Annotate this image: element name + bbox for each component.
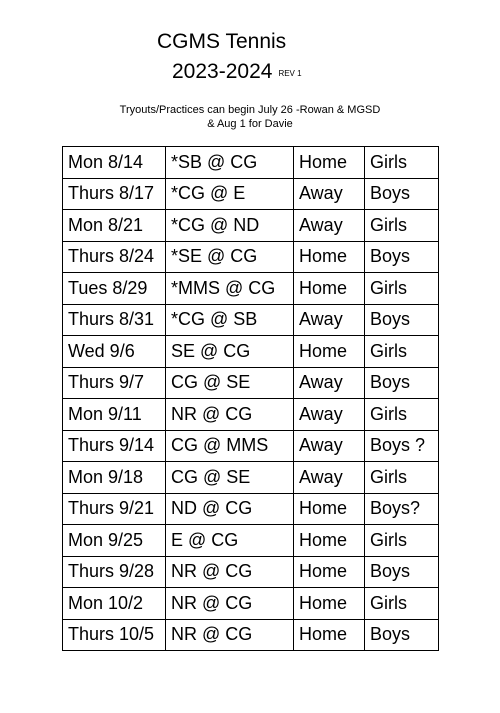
match-teams-cell: ND @ CG <box>166 493 294 525</box>
table-row <box>63 304 439 336</box>
match-teams-cell: CG @ SE <box>166 367 294 399</box>
tryouts-note-line-1: Tryouts/Practices can begin July 26 -Rowan & MGSD <box>119 104 381 116</box>
match-team-cell: Boys <box>365 619 439 651</box>
table-row <box>63 273 439 305</box>
match-location-cell: Away <box>294 399 365 431</box>
match-date-cell: Thurs 9/28 <box>63 556 166 588</box>
match-teams-cell: CG @ MMS <box>166 430 294 462</box>
season-label: 2023-2024 <box>172 60 273 83</box>
match-teams-cell: E @ CG <box>166 525 294 557</box>
table-row <box>63 367 439 399</box>
match-team-cell: Boys <box>365 304 439 336</box>
match-team-cell: Girls <box>365 147 439 179</box>
revision-label: REV 1 <box>278 69 302 78</box>
match-team-cell: Boys <box>365 241 439 273</box>
table-row <box>63 147 439 179</box>
match-teams-cell: NR @ CG <box>166 556 294 588</box>
match-date-cell: Wed 9/6 <box>63 336 166 368</box>
match-date-cell: Thurs 8/24 <box>63 241 166 273</box>
match-location-cell: Away <box>294 462 365 494</box>
match-date-cell: Mon 9/11 <box>63 399 166 431</box>
match-teams-cell: CG @ SE <box>166 462 294 494</box>
match-teams-cell: NR @ CG <box>166 399 294 431</box>
table-row <box>63 336 439 368</box>
match-team-cell: Girls <box>365 336 439 368</box>
match-team-cell: Girls <box>365 273 439 305</box>
match-date-cell: Mon 9/25 <box>63 525 166 557</box>
match-teams-cell: NR @ CG <box>166 588 294 620</box>
match-date-cell: Thurs 9/7 <box>63 367 166 399</box>
match-date-cell: Thurs 9/14 <box>63 430 166 462</box>
match-date-cell: Thurs 8/17 <box>63 178 166 210</box>
match-location-cell: Home <box>294 147 365 179</box>
schedule-table-body <box>63 147 439 651</box>
page-title: CGMS Tennis <box>157 30 287 53</box>
match-location-cell: Home <box>294 493 365 525</box>
match-team-cell: Boys <box>365 556 439 588</box>
match-team-cell: Girls <box>365 462 439 494</box>
match-location-cell: Home <box>294 588 365 620</box>
match-location-cell: Home <box>294 556 365 588</box>
match-team-cell: Boys <box>365 367 439 399</box>
table-row <box>63 588 439 620</box>
table-row <box>63 619 439 651</box>
table-row <box>63 493 439 525</box>
match-location-cell: Home <box>294 525 365 557</box>
table-row <box>63 178 439 210</box>
match-date-cell: Mon 10/2 <box>63 588 166 620</box>
match-teams-cell: NR @ CG <box>166 619 294 651</box>
match-location-cell: Home <box>294 619 365 651</box>
schedule-table <box>62 146 439 651</box>
match-date-cell: Thurs 9/21 <box>63 493 166 525</box>
match-date-cell: Mon 9/18 <box>63 462 166 494</box>
match-date-cell: Mon 8/14 <box>63 147 166 179</box>
match-location-cell: Home <box>294 241 365 273</box>
match-teams-cell: *MMS @ CG <box>166 273 294 305</box>
match-date-cell: Mon 8/21 <box>63 210 166 242</box>
tryouts-note <box>0 103 500 131</box>
match-team-cell: Boys ? <box>365 430 439 462</box>
match-location-cell: Home <box>294 336 365 368</box>
match-teams-cell: *CG @ E <box>166 178 294 210</box>
match-team-cell: Boys? <box>365 493 439 525</box>
match-team-cell: Boys <box>365 178 439 210</box>
match-team-cell: Girls <box>365 525 439 557</box>
table-row <box>63 556 439 588</box>
table-row <box>63 241 439 273</box>
match-location-cell: Away <box>294 210 365 242</box>
table-row <box>63 430 439 462</box>
match-team-cell: Girls <box>365 210 439 242</box>
match-team-cell: Girls <box>365 588 439 620</box>
match-date-cell: Tues 8/29 <box>63 273 166 305</box>
match-teams-cell: SE @ CG <box>166 336 294 368</box>
match-date-cell: Thurs 10/5 <box>63 619 166 651</box>
season-heading <box>172 60 302 84</box>
match-location-cell: Away <box>294 178 365 210</box>
tryouts-note-line-2: & Aug 1 for Davie <box>207 118 293 130</box>
table-row <box>63 525 439 557</box>
match-team-cell: Girls <box>365 399 439 431</box>
match-location-cell: Away <box>294 367 365 399</box>
match-location-cell: Away <box>294 430 365 462</box>
table-row <box>63 210 439 242</box>
match-teams-cell: *SB @ CG <box>166 147 294 179</box>
match-teams-cell: *SE @ CG <box>166 241 294 273</box>
table-row <box>63 462 439 494</box>
match-teams-cell: *CG @ ND <box>166 210 294 242</box>
match-location-cell: Home <box>294 273 365 305</box>
match-location-cell: Away <box>294 304 365 336</box>
table-row <box>63 399 439 431</box>
match-teams-cell: *CG @ SB <box>166 304 294 336</box>
match-date-cell: Thurs 8/31 <box>63 304 166 336</box>
